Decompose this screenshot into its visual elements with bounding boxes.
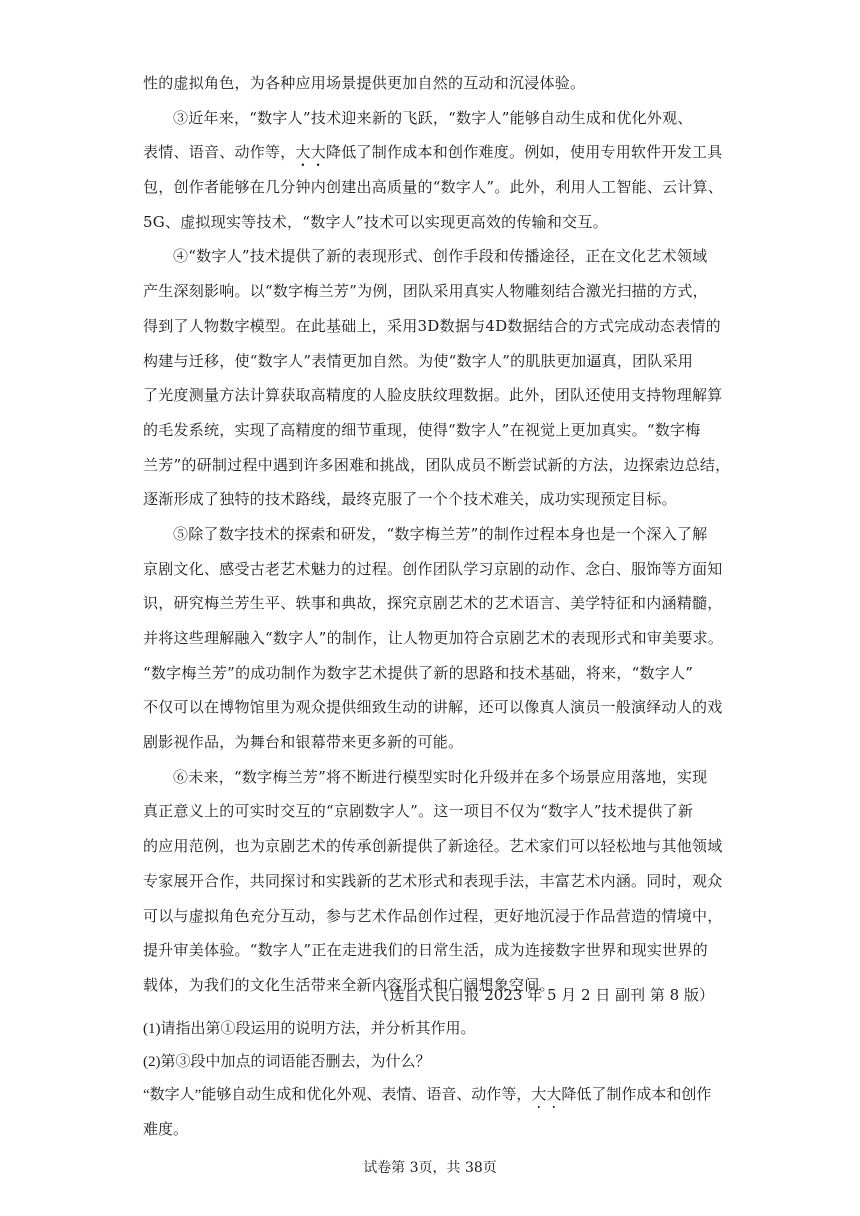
text-span: “数字人”能够自动生成和优化外观、表情、语音、动作等， bbox=[143, 1087, 532, 1103]
article-line: ④“数字人”技术提供了新的表现形式、创作手段和传播途径，正在文化艺术领域 bbox=[173, 247, 708, 266]
article-line: 识，研究梅兰芳生平、轶事和典故，探究京剧艺术的艺术语言、美学特征和内涵精髓， bbox=[143, 594, 723, 613]
article-line bbox=[143, 135, 723, 170]
article-line: 载体，为我们的文化生活带来全新内容形式和广阔想象空间。 bbox=[143, 975, 555, 994]
article-source: （选自人民日报 2023 年 5 月 2 日 副刊 第 8 版） bbox=[374, 986, 714, 1004]
article-line: 不仅可以在博物馆里为观众提供细致生动的讲解，还可以像真人演员一般演绎动人的戏 bbox=[143, 698, 723, 717]
article-line: 5G、虚拟现实等技术，“数字人”技术可以实现更高效的传输和交互。 bbox=[143, 212, 608, 231]
article-line: 构建与迁移，使“数字人”表情更加自然。为使“数字人”的肌肤更加逼真，团队采用 bbox=[143, 351, 694, 370]
question-2: (2)第③段中加点的词语能否删去，为什么？ bbox=[143, 1054, 431, 1070]
article-line: 京剧文化、感受古老艺术魅力的过程。创作团队学习京剧的动作、念白、服饰等方面知 bbox=[143, 559, 723, 578]
article-line: 的应用范例，也为京剧艺术的传承创新提供了新途径。艺术家们可以轻松地与其他领域 bbox=[143, 837, 723, 856]
article-line: 可以与虚拟角色充分互动，参与艺术作品创作过程，更好地沉浸于作品营造的情境中， bbox=[143, 906, 723, 925]
emphasized-word: 大大 bbox=[295, 143, 327, 162]
article-line: “数字梅兰芳”的成功制作为数字艺术提供了新的思路和技术基础，将来，“数字人” bbox=[143, 663, 694, 682]
question-quote-line2: 难度。 bbox=[143, 1122, 189, 1138]
article-line: 包，创作者能够在几分钟内创建出高质量的“数字人”。此外，利用人工智能、云计算、 bbox=[143, 178, 724, 197]
article-line: ⑥未来，“数字梅兰芳”将不断进行模型实时化升级并在多个场景应用落地，实现 bbox=[173, 767, 708, 786]
article-line: 得到了人物数字模型。在此基础上，采用3D数据与4D数据结合的方式完成动态表情的 bbox=[143, 316, 721, 335]
article-line: 专家展开合作，共同探讨和实践新的艺术形式和表现手法，丰富艺术内涵。同时，观众 bbox=[143, 871, 723, 890]
article-line: 并将这些理解融入“数字人”的制作，让人物更加符合京剧艺术的表现形式和审美要求。 bbox=[143, 629, 724, 647]
article-line: 了光度测量方法计算获取高精度的人脸皮肤纹理数据。此外，团队还使用支持物理解算 bbox=[143, 386, 723, 405]
article-line: 性的虚拟角色，为各种应用场景提供更加自然的互动和沉浸体验。 bbox=[143, 74, 586, 92]
text-span: 降低了制作成本和创作难度。例如，使用专用软件开发工具 bbox=[326, 143, 723, 162]
article-line: 的毛发系统，实现了高精度的细节重现，使得“数字人”在视觉上更加真实。“数字梅 bbox=[143, 420, 701, 439]
page-footer: 试卷第 3页，共 38页 bbox=[363, 1160, 497, 1176]
article-line: 真正意义上的可实时交互的“京剧数字人”。这一项目不仅为“数字人”技术提供了新 bbox=[143, 802, 694, 821]
article-line: ⑤除了数字技术的探索和研发，“数字梅兰芳”的制作过程本身也是一个深入了解 bbox=[173, 524, 708, 543]
text-span: 降低了制作成本和创作 bbox=[561, 1087, 712, 1103]
article-line: 剧影视作品，为舞台和银幕带来更多新的可能。 bbox=[143, 733, 464, 752]
article-line: ③近年来，“数字人”技术迎来新的飞跃，“数字人”能够自动生成和优化外观、 bbox=[173, 108, 693, 127]
article-line: 提升审美体验。“数字人”正在走进我们的日常生活，成为连接数字世界和现实世界的 bbox=[143, 941, 708, 960]
emphasized-word: 大大 bbox=[531, 1087, 562, 1103]
question-quote bbox=[143, 1083, 711, 1112]
article-line: 逐渐形成了独特的技术路线，最终克服了一个个技术难关，成功实现预定目标。 bbox=[143, 490, 677, 509]
article-body bbox=[143, 66, 731, 1003]
article-line: 兰芳”的研制过程中遇到许多困难和挑战，团队成员不断尝试新的方法，边探索边总结， bbox=[143, 455, 731, 474]
article-line: 产生深刻影响。以“数字梅兰芳”为例，团队采用真实人物雕刻结合激光扫描的方式， bbox=[143, 282, 708, 301]
question-1: (1)请指出第①段运用的说明方法，并分析其作用。 bbox=[143, 1021, 476, 1037]
text-span: 表情、语音、动作等， bbox=[143, 143, 296, 162]
